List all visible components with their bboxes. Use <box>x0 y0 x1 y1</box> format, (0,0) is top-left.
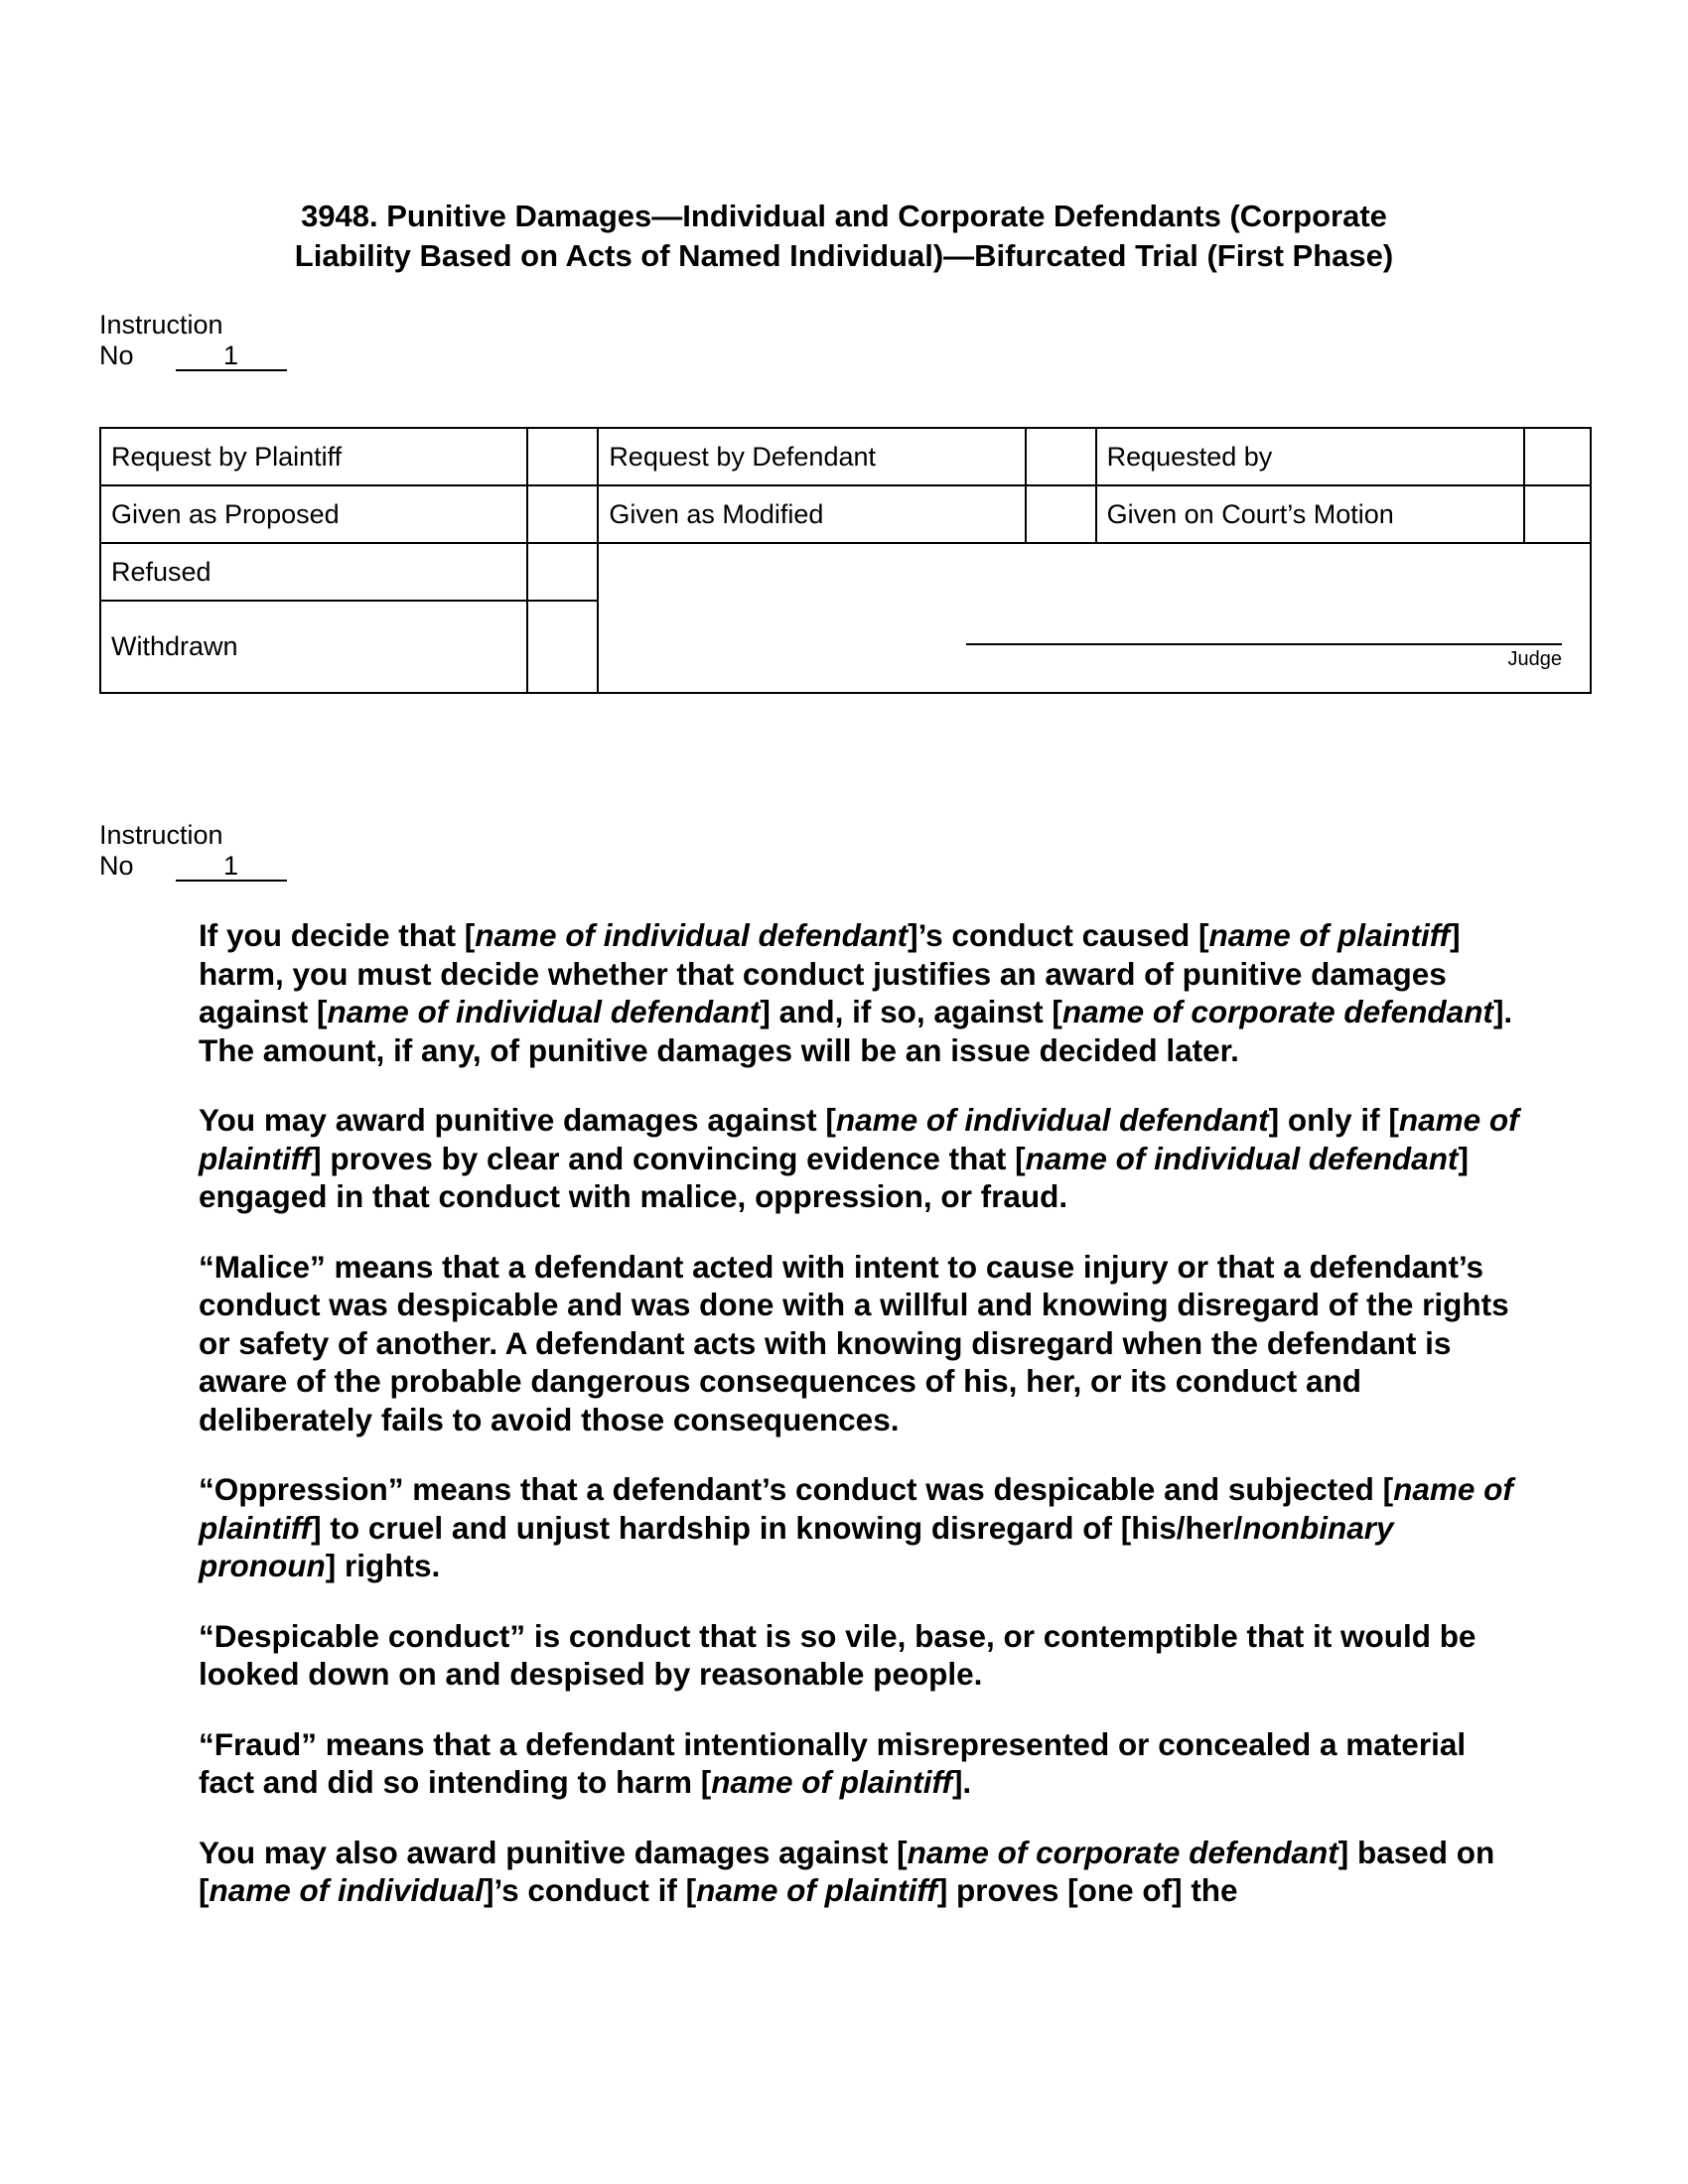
withdrawn-checkbox[interactable] <box>527 601 598 693</box>
given-on-courts-motion-label: Given on Court’s Motion <box>1096 485 1524 543</box>
given-as-modified-label: Given as Modified <box>598 485 1025 543</box>
given-on-courts-motion-checkbox[interactable] <box>1524 485 1591 543</box>
request-by-plaintiff-label: Request by Plaintiff <box>100 428 527 485</box>
title-line-2: Liability Based on Acts of Named Individual)—Bifurcated Trial (First Phase) <box>294 238 1394 273</box>
request-by-defendant-checkbox[interactable] <box>1026 428 1096 485</box>
instruction-number-value: 1 <box>176 852 287 882</box>
refused-checkbox[interactable] <box>527 543 598 601</box>
instruction-number-block-top <box>99 310 287 371</box>
instruction-body <box>199 916 1529 1942</box>
instruction-number-row <box>99 341 287 371</box>
paragraph-despicable-conduct-definition: “Despicable conduct” is conduct that is so vile, base, or contemptible that it would be looked down on and despised by reasonable people. <box>199 1617 1477 1692</box>
number-label: No <box>99 341 134 370</box>
judge-signature-area <box>598 543 1591 693</box>
given-as-modified-checkbox[interactable] <box>1026 485 1096 543</box>
request-by-plaintiff-checkbox[interactable] <box>527 428 598 485</box>
instruction-number-row <box>99 851 287 882</box>
paragraph-oppression-definition: “Oppression” means that a defendant’s conduct was despicable and subjected [name of plaintiff] to cruel and unjust hardship in knowing disregard of [his/her/nonbinary pronoun] rights. <box>199 1471 1513 1583</box>
given-as-proposed-checkbox[interactable] <box>527 485 598 543</box>
withdrawn-label: Withdrawn <box>100 601 527 693</box>
paragraph-corporate-liability: You may also award punitive damages against [name of corporate defendant] based on [name of individual]’s conduct if [name of plaintiff] proves [one of] the <box>199 1834 1495 1908</box>
instruction-number-block-bottom <box>99 820 287 882</box>
paragraph-fraud-definition: “Fraud” means that a defendant intentionally misrepresented or concealed a material fact and did so intending to harm [name of plaintiff]. <box>199 1725 1467 1800</box>
refused-label: Refused <box>100 543 527 601</box>
instruction-title <box>179 197 1509 276</box>
paragraph-clear-and-convincing: You may award punitive damages against [name of individual defendant] only if [name of plaintiff] proves by clear and convincing evidence that [name of individual defendant] engaged in that conduct with malice, oppression, or fraud. <box>199 1102 1519 1214</box>
number-label: No <box>99 851 134 881</box>
instruction-label: Instruction <box>99 820 223 850</box>
requested-by-checkbox[interactable] <box>1524 428 1591 485</box>
request-status-table <box>99 427 1592 694</box>
judge-label: Judge <box>1507 648 1562 670</box>
instruction-number-value: 1 <box>176 341 287 371</box>
paragraph-malice-definition: “Malice” means that a defendant acted with intent to cause injury or that a defendant’s conduct was despicable and was done with a willful and knowing disregard of the rights or safety of another. A defendant acts with knowing disregard when the defendant is aware of the probable dangerous consequences of his, her, or its conduct and deliberately fails to avoid those consequences. <box>199 1248 1509 1437</box>
paragraph-liability-decision: If you decide that [name of individual defendant]’s conduct caused [name of plaintiff] harm, you must decide whether that conduct justifies an award of punitive damages against [name of individual defendant] and, if so, against [name of corporate defendant]. The amount, if any, of punitive damages will be an issue decided later. <box>199 917 1513 1068</box>
instruction-label: Instruction <box>99 310 223 340</box>
requested-by-label: Requested by <box>1096 428 1524 485</box>
title-line-1: 3948. Punitive Damages—Individual and Corporate Defendants (Corporate <box>301 199 1387 233</box>
given-as-proposed-label: Given as Proposed <box>100 485 527 543</box>
request-by-defendant-label: Request by Defendant <box>598 428 1025 485</box>
judge-signature-line[interactable] <box>966 643 1562 645</box>
